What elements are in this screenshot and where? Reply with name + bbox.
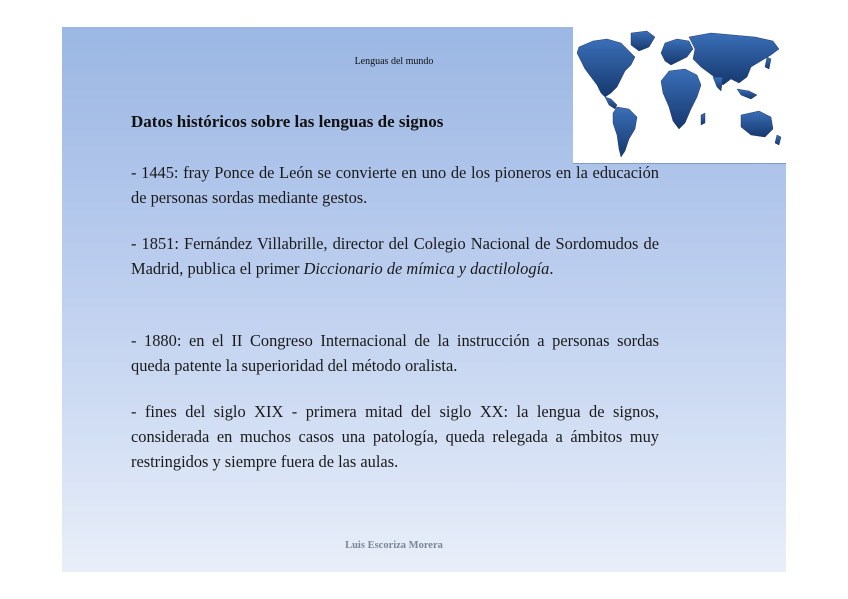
paragraph-1851-end: . xyxy=(549,259,554,278)
paragraph-siglo-xix-text: - fines del siglo XIX - primera mitad del siglo XX: la lengua de signos, considerada en muchos casos una patología, queda relegada a ámbitos muy restringidos y siempre fuera de las aulas. xyxy=(131,402,659,471)
paragraph-1445 xyxy=(131,160,659,210)
paragraph-1851 xyxy=(131,231,659,281)
world-map-icon xyxy=(573,27,786,163)
slide xyxy=(62,27,786,572)
paragraph-1880-text: - 1880: en el II Congreso Internacional de la instrucción a personas sordas queda patente la superioridad del método oralista. xyxy=(131,331,659,375)
paragraph-1445-text: - 1445: fray Ponce de León se convierte en uno de los pioneros en la educación de personas sordas mediante gestos. xyxy=(131,163,659,207)
header-title: Lenguas del mundo xyxy=(354,56,434,67)
paragraph-1851-text: - 1851: Fernández Villabrille, director del Colegio Nacional de Sordomudos de Madrid, publica el primer xyxy=(131,234,659,278)
paragraph-siglo-xix xyxy=(131,399,659,474)
author-footer: Luis Escoriza Morera xyxy=(345,540,443,551)
dictionary-title: Diccionario de mímica y dactilología xyxy=(303,259,550,278)
world-map-image xyxy=(573,27,786,164)
slide-heading: Datos históricos sobre las lenguas de signos xyxy=(131,112,444,131)
paragraph-1880 xyxy=(131,328,659,378)
